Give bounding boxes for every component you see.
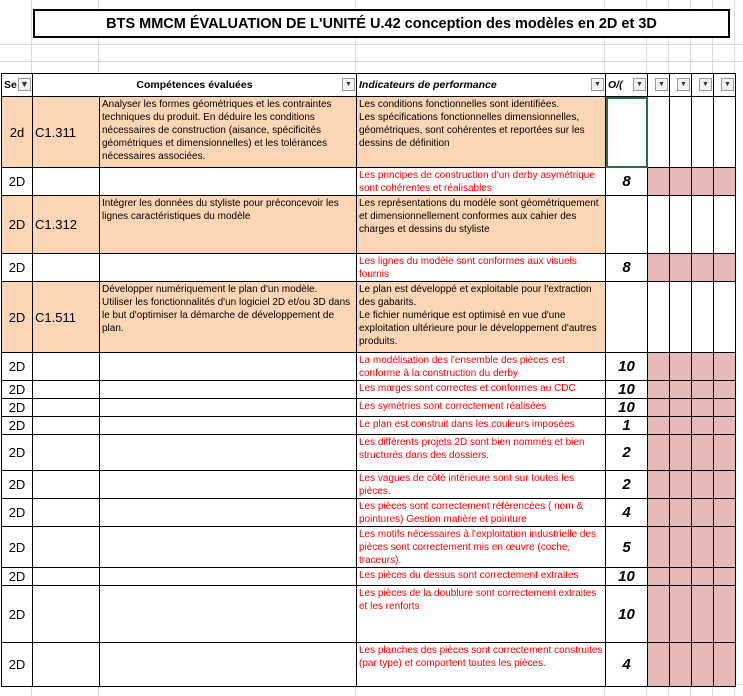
- table-row: [2, 527, 736, 568]
- competence-description-cell[interactable]: Intégrer les données du styliste pour préconcevoir les lignes caractéristiques du modèle: [100, 196, 357, 254]
- section-cell[interactable]: 2D: [2, 435, 33, 471]
- section-cell[interactable]: 2D: [2, 643, 33, 687]
- competence-description-cell[interactable]: [100, 568, 357, 586]
- extra-cell[interactable]: [714, 527, 736, 568]
- extra-cell[interactable]: [692, 499, 714, 527]
- section-cell[interactable]: 2D: [2, 399, 33, 417]
- extra-cell[interactable]: [648, 353, 670, 381]
- table-row: [2, 97, 736, 168]
- section-cell[interactable]: 2D: [2, 353, 33, 381]
- evaluation-table: [1, 73, 736, 687]
- section-cell[interactable]: 2D: [2, 527, 33, 568]
- extra-cell[interactable]: [692, 435, 714, 471]
- indicator-cell[interactable]: Les lignes du modèle sont conformes aux visuels fournis: [357, 254, 606, 282]
- header-extra-1[interactable]: [648, 74, 670, 97]
- section-cell[interactable]: 2D: [2, 196, 33, 254]
- extra-cell[interactable]: [714, 586, 736, 643]
- score-cell[interactable]: [606, 196, 648, 254]
- extra-cell[interactable]: [670, 527, 692, 568]
- extra-cell[interactable]: [670, 399, 692, 417]
- extra-cell[interactable]: [714, 381, 736, 399]
- extra-cell[interactable]: [648, 97, 670, 168]
- competence-code-cell[interactable]: [33, 643, 100, 687]
- indicator-cell[interactable]: Les principes de construction d'un derby asymétrique sont cohérentes et réalisables: [357, 168, 606, 196]
- header-competences-label: Compétences évaluées: [136, 79, 253, 91]
- table-row: [2, 471, 736, 499]
- competence-description-cell[interactable]: Analyser les formes géométriques et les contraintes techniques du produit. En déduire les conditions nécessaires de construction (aisance, spécificités géométriques et dimensionnelles) et les tolérances nécessaires associées.: [100, 97, 357, 168]
- competence-code-cell[interactable]: C1.312: [33, 196, 100, 254]
- section-cell[interactable]: 2D: [2, 471, 33, 499]
- extra-cell[interactable]: [714, 196, 736, 254]
- indicator-cell[interactable]: Les symétries sont correctement réalisées: [357, 399, 606, 417]
- section-cell[interactable]: 2d: [2, 97, 33, 168]
- extra-cell[interactable]: [670, 643, 692, 687]
- score-cell[interactable]: 10: [606, 399, 648, 417]
- section-cell[interactable]: 2D: [2, 381, 33, 399]
- extra-cell[interactable]: [648, 196, 670, 254]
- table-row: [2, 643, 736, 687]
- dropdown-arrow-icon[interactable]: ▼: [721, 78, 734, 91]
- score-cell[interactable]: 8: [606, 168, 648, 196]
- header-score[interactable]: [606, 74, 648, 97]
- competence-description-cell[interactable]: [100, 586, 357, 643]
- extra-cell[interactable]: [714, 399, 736, 417]
- extra-cell[interactable]: [670, 568, 692, 586]
- dropdown-arrow-icon[interactable]: ▼: [633, 78, 646, 91]
- competence-code-cell[interactable]: [33, 568, 100, 586]
- table-row: [2, 499, 736, 527]
- filter-dropdown-icon[interactable]: ▼: [18, 78, 31, 91]
- extra-cell[interactable]: [692, 97, 714, 168]
- competence-code-cell[interactable]: [33, 381, 100, 399]
- score-cell[interactable]: [606, 282, 648, 353]
- table-row: [2, 399, 736, 417]
- competence-code-cell[interactable]: [33, 471, 100, 499]
- table-row: [2, 196, 736, 254]
- competence-code-cell[interactable]: [33, 353, 100, 381]
- table-row: [2, 417, 736, 435]
- extra-cell[interactable]: [670, 499, 692, 527]
- section-cell[interactable]: 2D: [2, 586, 33, 643]
- competence-description-cell[interactable]: [100, 399, 357, 417]
- competence-description-cell[interactable]: [100, 643, 357, 687]
- score-cell[interactable]: 10: [606, 353, 648, 381]
- extra-cell[interactable]: [670, 417, 692, 435]
- table-row: [2, 381, 736, 399]
- score-cell[interactable]: 8: [606, 254, 648, 282]
- extra-cell[interactable]: [648, 499, 670, 527]
- table-row: [2, 586, 736, 643]
- score-cell[interactable]: 4: [606, 499, 648, 527]
- competence-code-cell[interactable]: [33, 499, 100, 527]
- section-cell[interactable]: 2D: [2, 568, 33, 586]
- header-extra-4[interactable]: [714, 74, 736, 97]
- competence-description-cell[interactable]: [100, 527, 357, 568]
- competence-description-cell[interactable]: [100, 254, 357, 282]
- header-row: [2, 74, 736, 97]
- score-cell[interactable]: 10: [606, 381, 648, 399]
- competence-description-cell[interactable]: [100, 435, 357, 471]
- extra-cell[interactable]: [692, 168, 714, 196]
- table-row: [2, 435, 736, 471]
- sheet-title[interactable]: BTS MMCM ÉVALUATION DE L'UNITÉ U.42 conception des modèles en 2D et 3D: [33, 9, 730, 38]
- competence-code-cell[interactable]: C1.311: [33, 97, 100, 168]
- competence-code-cell[interactable]: [33, 417, 100, 435]
- indicator-cell[interactable]: Les pièces sont correctement référencées ( nom & pointures) Gestion matière et pointure: [357, 499, 606, 527]
- competence-code-cell[interactable]: [33, 527, 100, 568]
- header-indicateurs[interactable]: [357, 74, 606, 97]
- extra-cell[interactable]: [670, 353, 692, 381]
- indicator-cell[interactable]: Les planches des pièces sont correctement construites (par type) et comportent toutes les pièces.: [357, 643, 606, 687]
- extra-cell[interactable]: [714, 417, 736, 435]
- extra-cell[interactable]: [692, 586, 714, 643]
- table-row: [2, 254, 736, 282]
- competence-code-cell[interactable]: C1.511: [33, 282, 100, 353]
- extra-cell[interactable]: [648, 381, 670, 399]
- extra-cell[interactable]: [648, 399, 670, 417]
- extra-cell[interactable]: [648, 527, 670, 568]
- header-section[interactable]: [2, 74, 33, 97]
- extra-cell[interactable]: [714, 643, 736, 687]
- extra-cell[interactable]: [692, 568, 714, 586]
- extra-cell[interactable]: [648, 471, 670, 499]
- dropdown-arrow-icon[interactable]: ▼: [591, 78, 604, 91]
- extra-cell[interactable]: [714, 435, 736, 471]
- extra-cell[interactable]: [670, 381, 692, 399]
- score-cell[interactable]: 2: [606, 435, 648, 471]
- extra-cell[interactable]: [648, 643, 670, 687]
- header-competences[interactable]: [33, 74, 357, 97]
- section-cell[interactable]: 2D: [2, 282, 33, 353]
- score-cell[interactable]: 5: [606, 527, 648, 568]
- table-row: [2, 568, 736, 586]
- extra-cell[interactable]: [714, 97, 736, 168]
- extra-cell[interactable]: [692, 527, 714, 568]
- competence-description-cell[interactable]: [100, 471, 357, 499]
- extra-cell[interactable]: [692, 471, 714, 499]
- extra-cell[interactable]: [648, 568, 670, 586]
- extra-cell[interactable]: [670, 168, 692, 196]
- extra-cell[interactable]: [714, 282, 736, 353]
- competence-code-cell[interactable]: [33, 586, 100, 643]
- dropdown-arrow-icon[interactable]: ▼: [655, 78, 668, 91]
- extra-cell[interactable]: [648, 282, 670, 353]
- competence-code-cell[interactable]: [33, 168, 100, 196]
- table-row: [2, 168, 736, 196]
- extra-cell[interactable]: [670, 471, 692, 499]
- extra-cell[interactable]: [692, 381, 714, 399]
- indicator-cell[interactable]: Les représentations du modèle sont géométriquement et dimensionnellement conformes aux cahier des charges et dessins du styliste: [357, 196, 606, 254]
- extra-cell[interactable]: [692, 254, 714, 282]
- competence-description-cell[interactable]: Développer numériquement le plan d'un modèle. Utiliser les fonctionnalités d'un logiciel 2D et/ou 3D dans le but d'optimiser la démarche de développement de plan.: [100, 282, 357, 353]
- section-cell[interactable]: 2D: [2, 417, 33, 435]
- indicator-cell[interactable]: Les différents projets 2D sont bien nommés et bien structurés dans des dossiers.: [357, 435, 606, 471]
- section-cell[interactable]: 2D: [2, 499, 33, 527]
- extra-cell[interactable]: [648, 168, 670, 196]
- competence-description-cell[interactable]: [100, 417, 357, 435]
- extra-cell[interactable]: [714, 471, 736, 499]
- section-cell[interactable]: 2D: [2, 254, 33, 282]
- extra-cell[interactable]: [714, 353, 736, 381]
- header-extra-3[interactable]: [692, 74, 714, 97]
- score-cell[interactable]: 1: [606, 417, 648, 435]
- extra-cell[interactable]: [692, 282, 714, 353]
- competence-code-cell[interactable]: [33, 254, 100, 282]
- competence-description-cell[interactable]: [100, 168, 357, 196]
- competence-code-cell[interactable]: [33, 399, 100, 417]
- extra-cell[interactable]: [648, 435, 670, 471]
- indicator-cell[interactable]: Les motifs nécessaires à l'exploitation industrielle des pièces sont correctement mis en œuvre (coche, traceurs).: [357, 527, 606, 568]
- extra-cell[interactable]: [714, 254, 736, 282]
- competence-description-cell[interactable]: [100, 353, 357, 381]
- extra-cell[interactable]: [692, 399, 714, 417]
- extra-cell[interactable]: [670, 282, 692, 353]
- score-cell[interactable]: 10: [606, 568, 648, 586]
- indicator-cell[interactable]: Les marges sont correctes et conformes au CDC: [357, 381, 606, 399]
- dropdown-arrow-icon[interactable]: ▼: [699, 78, 712, 91]
- extra-cell[interactable]: [692, 417, 714, 435]
- header-score-label: O/(: [608, 79, 623, 91]
- header-indicateurs-label: Indicateurs de performance: [359, 79, 497, 91]
- extra-cell[interactable]: [692, 196, 714, 254]
- extra-cell[interactable]: [714, 568, 736, 586]
- extra-cell[interactable]: [670, 97, 692, 168]
- section-cell[interactable]: 2D: [2, 168, 33, 196]
- extra-cell[interactable]: [714, 168, 736, 196]
- score-cell[interactable]: 4: [606, 643, 648, 687]
- score-cell[interactable]: [606, 97, 648, 168]
- indicator-cell[interactable]: Le plan est développé et exploitable pour l'extraction des gabarits. Le fichier numérique est optimisé en vue d'une exploitation ultérieure pour le développement d'autres produits.: [357, 282, 606, 353]
- score-cell[interactable]: 10: [606, 586, 648, 643]
- header-section-label: Se: [4, 79, 17, 91]
- extra-cell[interactable]: [692, 353, 714, 381]
- competence-description-cell[interactable]: [100, 499, 357, 527]
- extra-cell[interactable]: [670, 435, 692, 471]
- extra-cell[interactable]: [670, 586, 692, 643]
- extra-cell[interactable]: [714, 499, 736, 527]
- competence-code-cell[interactable]: [33, 435, 100, 471]
- indicator-cell[interactable]: La modélisation des l'ensemble des pièces est conforme à la construction du derby: [357, 353, 606, 381]
- table-row: [2, 282, 736, 353]
- extra-cell[interactable]: [648, 586, 670, 643]
- indicator-cell[interactable]: Les conditions fonctionnelles sont identifiées. Les spécifications fonctionnelles dimensionnelles, géométriques, sont cohérentes et reportées sur les dessins de définition: [357, 97, 606, 168]
- extra-cell[interactable]: [648, 417, 670, 435]
- header-extra-2[interactable]: [670, 74, 692, 97]
- table-row: [2, 353, 736, 381]
- extra-cell[interactable]: [670, 196, 692, 254]
- indicator-cell[interactable]: Les pièces du dessus sont correctement extraites: [357, 568, 606, 586]
- extra-cell[interactable]: [670, 254, 692, 282]
- indicator-cell[interactable]: Le plan est construit dans les couleurs imposées: [357, 417, 606, 435]
- indicator-cell[interactable]: Les pièces de la doublure sont correctement extraites et les renforts: [357, 586, 606, 643]
- extra-cell[interactable]: [692, 643, 714, 687]
- extra-cell[interactable]: [648, 254, 670, 282]
- dropdown-arrow-icon[interactable]: ▼: [342, 78, 355, 91]
- competence-description-cell[interactable]: [100, 381, 357, 399]
- score-cell[interactable]: 2: [606, 471, 648, 499]
- indicator-cell[interactable]: Les vagues de côté intérieure sont sur toutes les pièces.: [357, 471, 606, 499]
- dropdown-arrow-icon[interactable]: ▼: [677, 78, 690, 91]
